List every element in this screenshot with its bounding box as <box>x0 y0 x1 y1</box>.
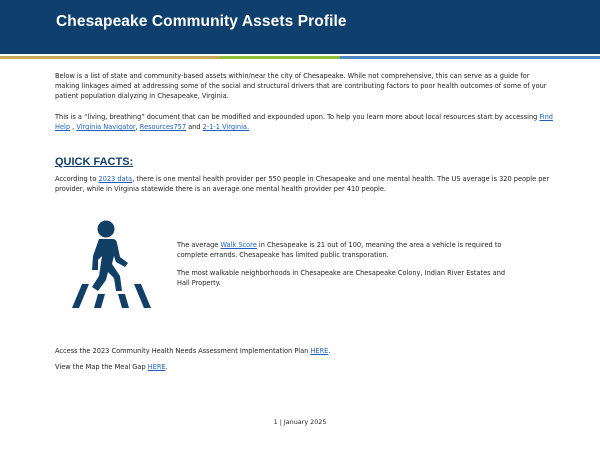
walk-text-post: in Chesapeake is 21 out of 100, meaning the area a vehicle is required to complete errands. Chesapeake has limited public transporation. <box>177 241 502 260</box>
period: . <box>328 347 331 355</box>
accent-bar-blue <box>340 56 600 59</box>
resources757-link[interactable]: Resources757 <box>139 123 187 132</box>
pedestrian-head <box>98 221 115 238</box>
meal-gap-line <box>55 362 555 372</box>
chna-here-link[interactable]: HERE <box>310 347 329 355</box>
virginia-navigator-link[interactable]: Virginia Navigator <box>76 123 136 132</box>
accent-bar-gold <box>0 56 220 59</box>
intro-paragraph: Below is a list of state and community-based assets within/near the city of Chesapeake. While not comprehensive, this can serve as a guide for making linkages aimed at addressing some of the social and structural drivers that are contributing factors to poor health outcomes of some of your patient population dialyzing in Chesapeake, Virginia. <box>55 72 547 101</box>
walkable-neighborhoods-paragraph: The most walkable neighborhoods in Chesapeake are Chesapeake Colony, Indian River Estates and Hall Property. <box>177 269 506 288</box>
crosswalk-stripe <box>134 284 151 308</box>
separator: , <box>135 123 140 132</box>
data-2023-link[interactable]: 2023 data <box>98 175 133 183</box>
accent-bar-green <box>220 56 340 59</box>
crosswalk-stripe <box>72 284 89 308</box>
quick-facts-heading: QUICK FACTS: <box>55 156 134 168</box>
pedestrian-body <box>92 239 128 291</box>
crosswalk-stripe <box>118 294 129 308</box>
header-banner <box>0 0 600 54</box>
mental-health-text-post: , there is one mental health provider per 550 people in Chesapeake and one mental health. The US average is 320 people per provider, while in Virginia statewide there is an average one mental health provider per 410 people. <box>55 175 550 194</box>
walk-score-link[interactable]: Walk Score <box>220 241 257 249</box>
separator: and <box>186 123 203 132</box>
meal-gap-here-link[interactable]: HERE <box>147 363 166 371</box>
resources-paragraph <box>55 112 555 132</box>
mental-health-text-pre: According to <box>55 175 99 183</box>
page-footer: 1 | January 2025 <box>273 418 327 426</box>
chna-line <box>55 346 555 356</box>
separator: , <box>70 123 77 132</box>
walk-text-pre: The average <box>177 241 221 249</box>
mental-health-paragraph <box>55 174 555 194</box>
page-title: Chesapeake Community Assets Profile <box>56 13 347 30</box>
crosswalk-stripe <box>94 294 105 308</box>
va-211-link[interactable]: 2-1-1 Virginia. <box>202 123 250 132</box>
walk-score-paragraph <box>177 240 507 260</box>
meal-gap-text: View the Map the Meal Gap <box>55 363 148 371</box>
resources-text: This is a “living, breathing” document that can be modified and expounded upon. To help you learn more about local resources start by accessing <box>55 113 538 121</box>
find-help-link[interactable]: Find Help <box>55 113 553 132</box>
chna-text: Access the 2023 Community Health Needs Assessment Implementation Plan <box>55 347 311 355</box>
period: . <box>165 363 168 371</box>
pedestrian-crossing-icon <box>72 220 152 308</box>
